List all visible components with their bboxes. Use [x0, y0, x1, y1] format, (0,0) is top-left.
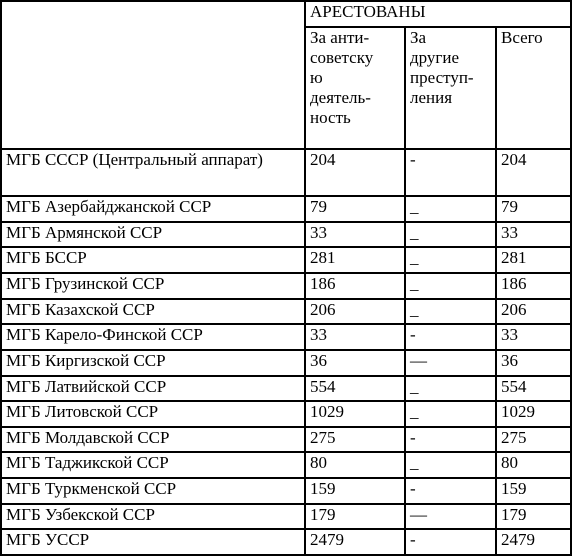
cell-other: _ — [405, 273, 496, 299]
table-row — [1, 376, 571, 402]
header-empty-cell — [1, 1, 305, 149]
cell-total: 1029 — [496, 401, 571, 427]
header-total: Всего — [496, 27, 571, 149]
table-row — [1, 222, 571, 248]
table-row — [1, 504, 571, 530]
cell-org: МГБ Киргизской ССР — [1, 350, 305, 376]
header-anti-soviet: За анти- советску ю деятель- ность — [305, 27, 405, 149]
cell-anti: 36 — [305, 350, 405, 376]
table-row — [1, 401, 571, 427]
cell-other: _ — [405, 196, 496, 222]
cell-other: - — [405, 324, 496, 350]
cell-org: МГБ БССР — [1, 247, 305, 273]
cell-org: МГБ Литовской ССР — [1, 401, 305, 427]
cell-org: МГБ Карело-Финской ССР — [1, 324, 305, 350]
cell-anti: 80 — [305, 452, 405, 478]
cell-total: 554 — [496, 376, 571, 402]
cell-other: - — [405, 529, 496, 555]
cell-other: _ — [405, 401, 496, 427]
cell-anti: 2479 — [305, 529, 405, 555]
cell-other: _ — [405, 376, 496, 402]
cell-other: - — [405, 149, 496, 196]
cell-anti: 79 — [305, 196, 405, 222]
cell-org: МГБ Молдавской ССР — [1, 427, 305, 453]
cell-anti: 281 — [305, 247, 405, 273]
cell-total: 206 — [496, 299, 571, 325]
cell-anti: 275 — [305, 427, 405, 453]
cell-other: _ — [405, 222, 496, 248]
table-row — [1, 196, 571, 222]
cell-total: 80 — [496, 452, 571, 478]
table-row — [1, 350, 571, 376]
table-header — [1, 1, 571, 149]
cell-anti: 186 — [305, 273, 405, 299]
cell-other: - — [405, 427, 496, 453]
header-arrested: АРЕСТОВАНЫ — [305, 1, 571, 27]
table-row — [1, 452, 571, 478]
table-row — [1, 478, 571, 504]
cell-org: МГБ Таджикской ССР — [1, 452, 305, 478]
cell-org: МГБ Казахской ССР — [1, 299, 305, 325]
header-row-group — [1, 1, 571, 27]
table-row — [1, 299, 571, 325]
cell-org: МГБ Туркменской ССР — [1, 478, 305, 504]
table-row — [1, 149, 571, 196]
cell-anti: 159 — [305, 478, 405, 504]
cell-other: — — [405, 350, 496, 376]
cell-org: МГБ УССР — [1, 529, 305, 555]
cell-total: 159 — [496, 478, 571, 504]
cell-total: 79 — [496, 196, 571, 222]
cell-total: 186 — [496, 273, 571, 299]
cell-anti: 33 — [305, 324, 405, 350]
cell-anti: 33 — [305, 222, 405, 248]
cell-other: _ — [405, 452, 496, 478]
cell-total: 36 — [496, 350, 571, 376]
cell-org: МГБ Армянской ССР — [1, 222, 305, 248]
cell-other: _ — [405, 299, 496, 325]
cell-other: — — [405, 504, 496, 530]
cell-org: МГБ Грузинской ССР — [1, 273, 305, 299]
cell-anti: 1029 — [305, 401, 405, 427]
table-row — [1, 427, 571, 453]
cell-total: 281 — [496, 247, 571, 273]
cell-org: МГБ Азербайджанской ССР — [1, 196, 305, 222]
cell-anti: 204 — [305, 149, 405, 196]
cell-anti: 179 — [305, 504, 405, 530]
cell-org: МГБ Латвийской ССР — [1, 376, 305, 402]
cell-org: МГБ Узбекской ССР — [1, 504, 305, 530]
cell-org: МГБ СССР (Центральный аппарат) — [1, 149, 305, 196]
cell-other: - — [405, 478, 496, 504]
cell-anti: 206 — [305, 299, 405, 325]
cell-total: 2479 — [496, 529, 571, 555]
table-body — [1, 149, 571, 555]
table-row — [1, 529, 571, 555]
header-other-crimes: За другие преступ- ления — [405, 27, 496, 149]
cell-total: 275 — [496, 427, 571, 453]
cell-total: 33 — [496, 324, 571, 350]
table-row — [1, 247, 571, 273]
table-row — [1, 273, 571, 299]
cell-anti: 554 — [305, 376, 405, 402]
cell-total: 179 — [496, 504, 571, 530]
cell-other: _ — [405, 247, 496, 273]
table-row — [1, 324, 571, 350]
cell-total: 33 — [496, 222, 571, 248]
cell-total: 204 — [496, 149, 571, 196]
